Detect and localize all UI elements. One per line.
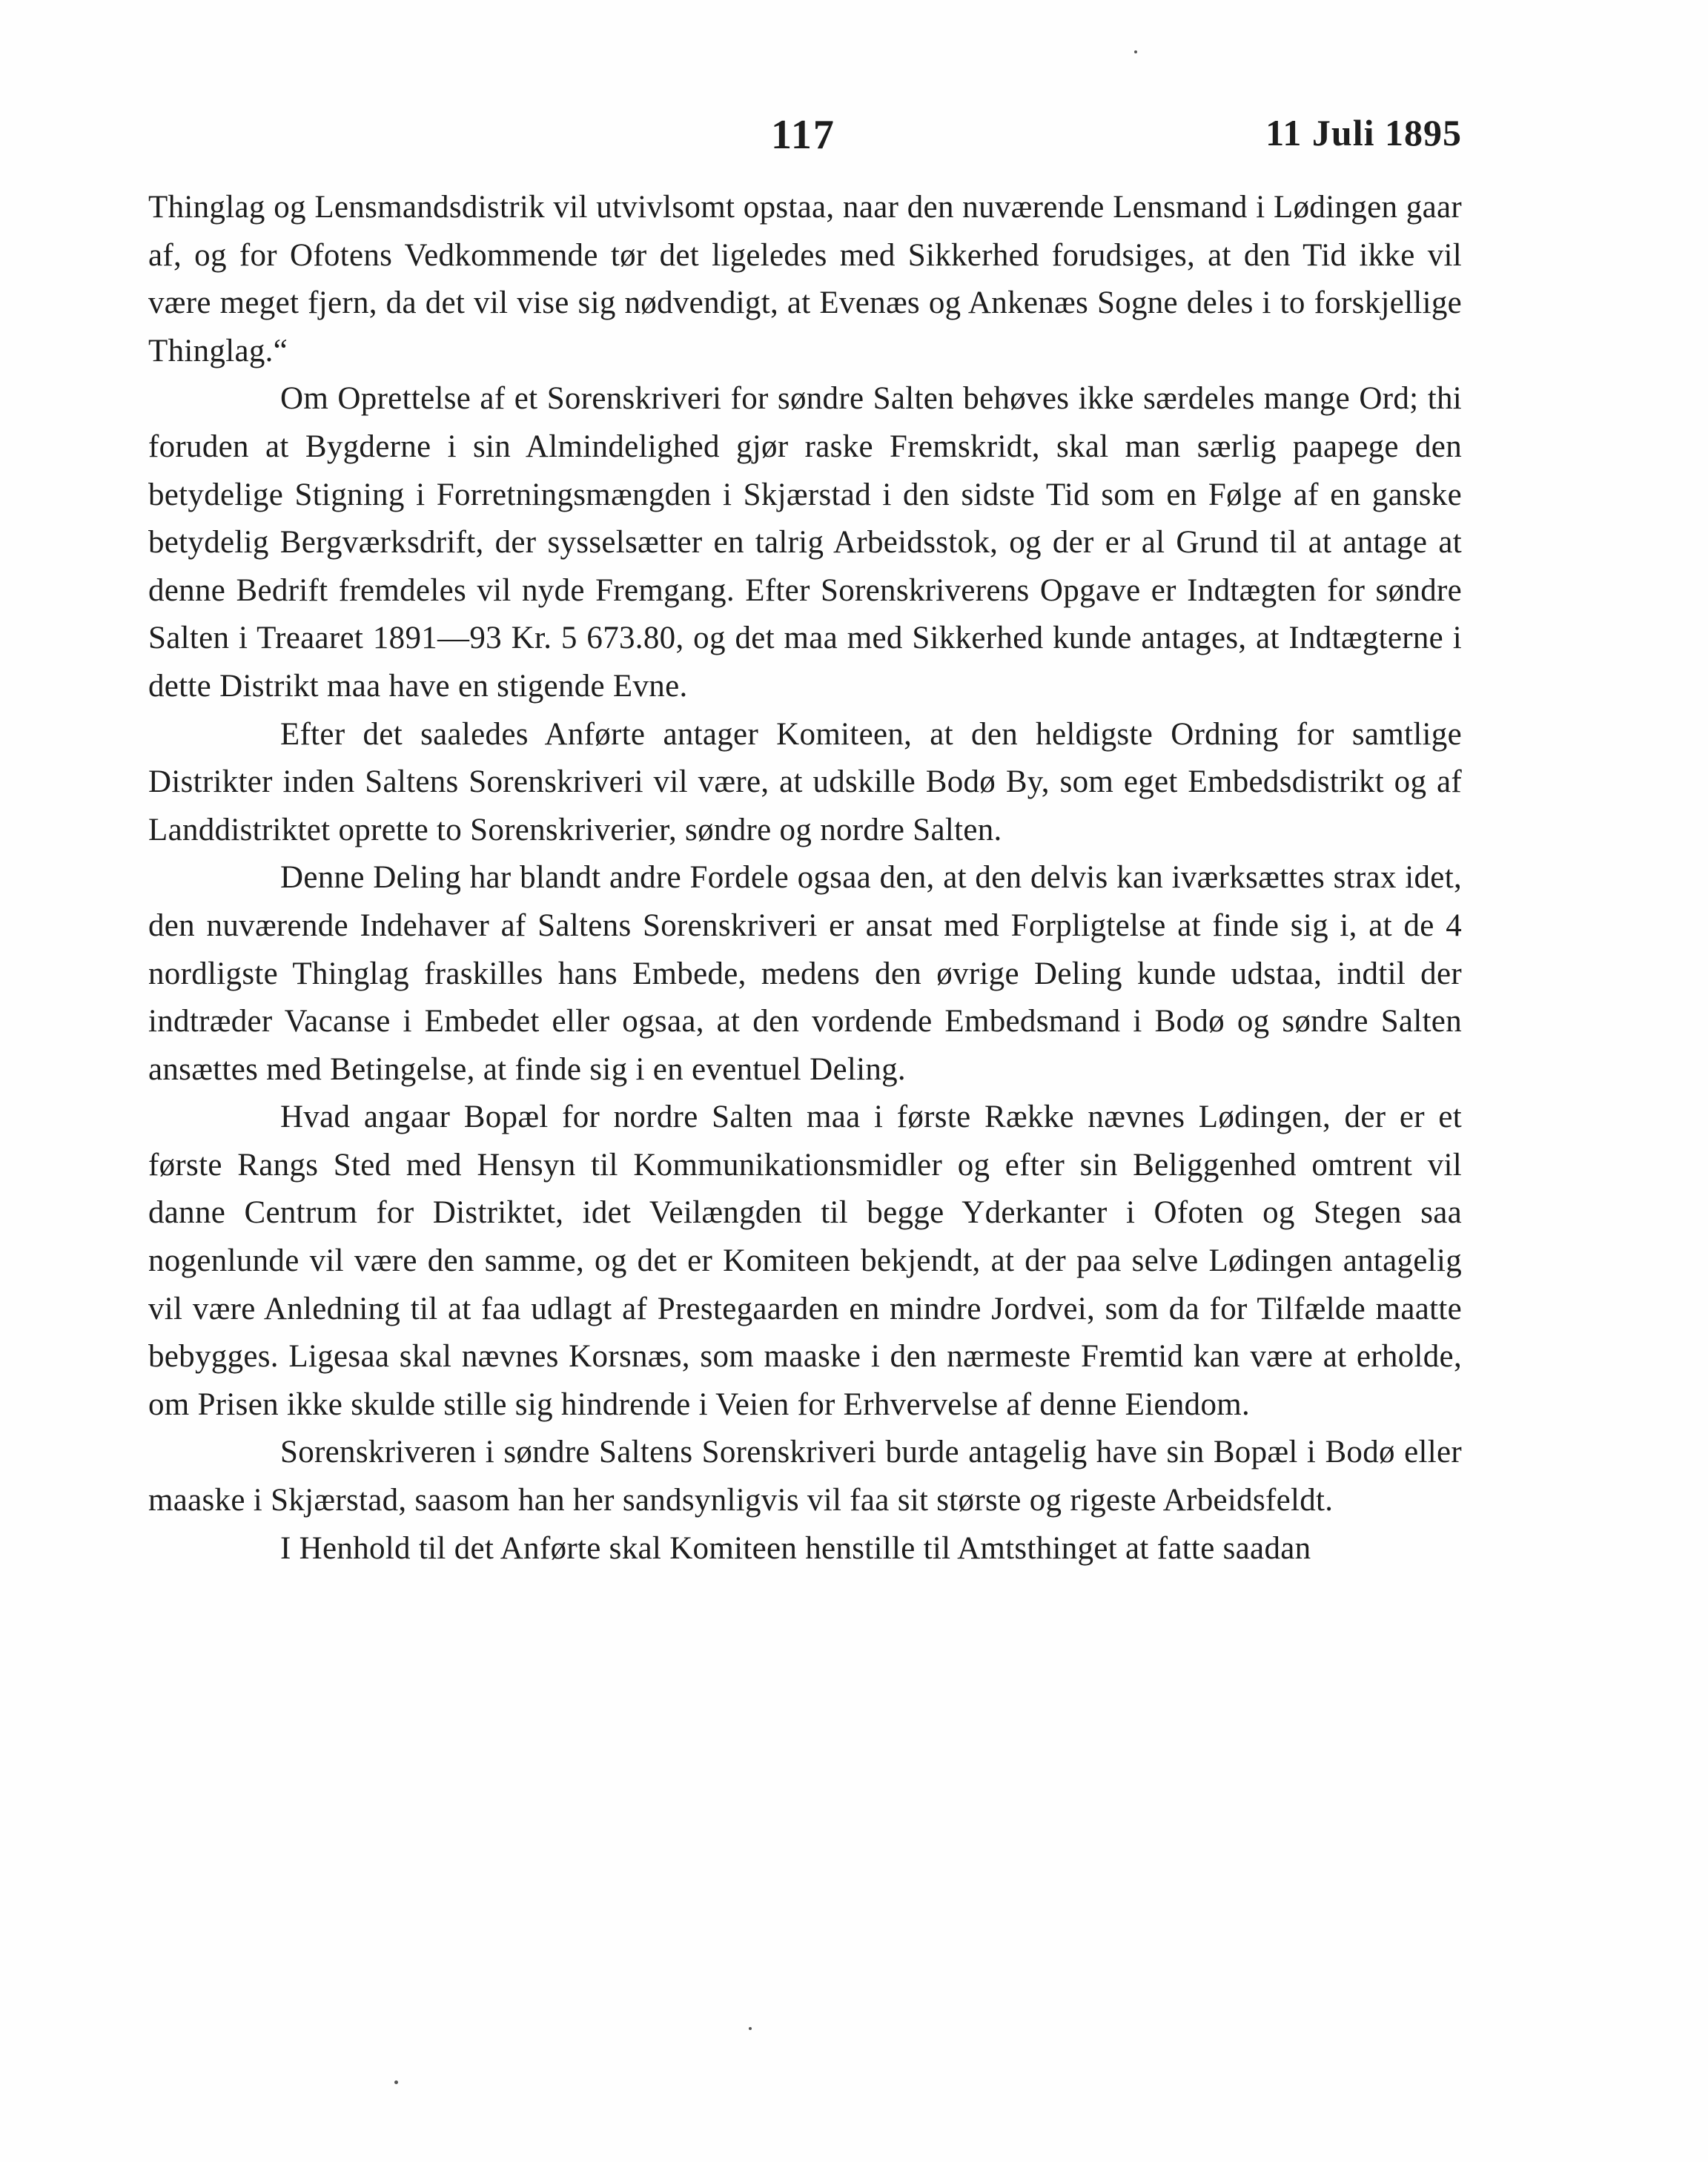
paragraph: Om Oprettelse af et Sorenskriveri for søndre Salten behøves ikke særdeles mange Ord; thi foruden at Bygderne i sin Almindelighed gjør raske Fremskridt, skal man særlig paapege den betydelige Stigning i Forretningsmængden i Skjærstad i den sidste Tid som en Følge af en ganske betydelig Bergværksdrift, der sysselsætter en talrig Arbeidsstok, og der er al Grund til at antage at denne Bedrift fremdeles vil nyde Fremgang. Efter Sorenskriverens Opgave er Indtægten for søndre Salten i Treaaret 1891—93 Kr. 5 673.80, og det maa med Sikkerhed kunde antages, at Indtægterne i dette Distrikt maa have en stigende Evne. [148,381,1462,704]
scan-speck [394,2080,398,2084]
paragraph: Hvad angaar Bopæl for nordre Salten maa i første Række nævnes Lødingen, der er et første Rangs Sted med Hensyn til Kommunikationsmidler og efter sin Beliggenhed omtrent vil danne Centrum for Distriktet, idet Veilængden til begge Yderkanter i Ofoten og Stegen saa nogenlunde vil være den samme, og det er Komiteen bekjendt, at der paa selve Lødingen antagelig vil være Anledning til at faa udlagt af Prestegaarden en mindre Jordvei, som da for Tilfælde maatte bebygges. Ligesaa skal nævnes Korsnæs, som maaske i den nærmeste Fremtid kan være at erholde, om Prisen ikke skulde stille sig hindrende i Veien for Erhvervelse af denne Eiendom. [148,1100,1462,1422]
scan-speck [1134,50,1137,53]
paragraph: Denne Deling har blandt andre Fordele ogsaa den, at den delvis kan iværksættes strax idet, den nuværende Indehaver af Saltens Sorenskriveri er ansat med Forpligtelse at finde sig i, at de 4 nordligste Thinglag fraskilles hans Embede, medens den øvrige Deling kunde udstaa, indtil der indtræder Vacanse i Embedet eller ogsaa, at den vordende Embedsmand i Bodø og søndre Salten ansættes med Betingelse, at finde sig i en eventuel Deling. [148,860,1462,1087]
paragraph: Sorenskriveren i søndre Saltens Sorenskriveri burde antagelig have sin Bopæl i Bodø eller maaske i Skjærstad, saasom han her sandsynligvis vil faa sit største og rigeste Arbeidsfeldt. [148,1435,1462,1518]
paragraph: I Henhold til det Anførte skal Komiteen henstille til Amtsthinget at fatte saadan [280,1530,1311,1566]
page-number: 117 [771,112,835,158]
paragraph: Thinglag og Lensmandsdistrik vil utvivlsomt opstaa, naar den nuværende Lensmand i Lødingen gaar af, og for Ofotens Vedkommende tør det ligeledes med Sikkerhed forudsiges, at den Tid ikke vil være meget fjern, da det vil vise sig nødvendigt, at Evenæs og Ankenæs Sogne deles i to forskjellige Thinglag.“ [148,190,1462,368]
paragraph: Efter det saaledes Anførte antager Komiteen, at den heldigste Ordning for samtlige Distrikter inden Saltens Sorenskriveri vil være, at udskille Bodø By, som eget Embedsdistrikt og af Landdistriktet oprette to Sorenskriverier, søndre og nordre Salten. [148,716,1462,847]
scan-speck [749,2027,752,2030]
document-body [148,184,1462,1573]
page-date: 11 Juli 1895 [1265,112,1462,153]
page-header [148,111,1462,178]
